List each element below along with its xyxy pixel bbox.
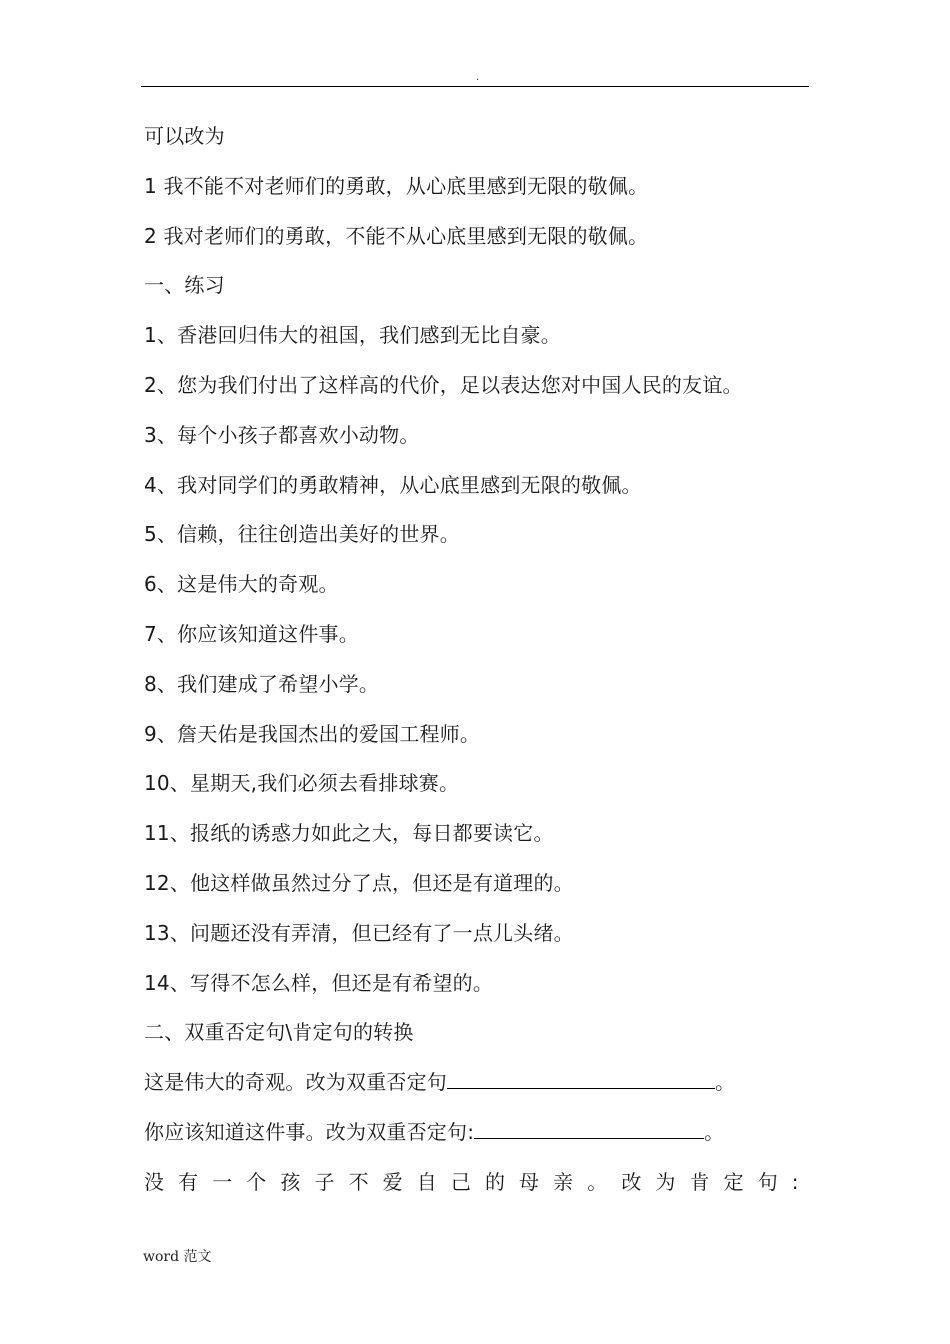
exercise-item: 2、您为我们付出了这样高的代价，足以表达您对中国人民的友谊。 — [144, 372, 743, 397]
exercise-item: 8、我们建成了希望小学。 — [144, 671, 380, 696]
exercise-item: 9、詹天佑是我国杰出的爱国工程师。 — [144, 721, 481, 746]
question-char: 没 — [144, 1169, 165, 1194]
exercise-item: 5、信赖，往往创造出美好的世界。 — [144, 522, 460, 547]
conversion-question-2 — [144, 1114, 809, 1164]
question-char: 己 — [450, 1169, 472, 1194]
text-line: 1 我不能不对老师们的勇敢，从心底里感到无限的敬佩。 — [144, 173, 649, 198]
document-body — [144, 118, 809, 1214]
question-char: 的 — [484, 1169, 506, 1194]
question-char: 亲 — [553, 1169, 574, 1194]
question-char: 孩 — [280, 1169, 301, 1194]
conversion-question-3 — [144, 1164, 799, 1214]
exercise-item: 6、这是伟大的奇观。 — [144, 572, 339, 597]
conversion-question-1 — [144, 1064, 809, 1114]
exercise-item: 12、他这样做虽然过分了点，但还是有道理的。 — [144, 870, 574, 895]
question-char: 自 — [416, 1169, 437, 1194]
footer-label: word 范文 — [143, 1249, 212, 1265]
question-char: 句 — [757, 1169, 778, 1194]
exercise-item: 7、你应该知道这件事。 — [144, 621, 359, 646]
question-char: 有 — [178, 1169, 199, 1194]
header-rule — [141, 86, 809, 87]
question-char: 子 — [314, 1169, 335, 1194]
exercise-item: 14、写得不怎么样，但还是有希望的。 — [144, 970, 494, 995]
exercise-item: 1、香港回归伟大的祖国，我们感到无比自豪。 — [144, 323, 561, 348]
question-char: 母 — [519, 1169, 540, 1194]
question-char: 为 — [655, 1169, 676, 1194]
question-end: 。 — [704, 1119, 725, 1144]
question-text: 你应该知道这件事。改为双重否定句: — [144, 1119, 475, 1144]
question-char: 肯 — [689, 1169, 710, 1194]
question-char: 定 — [723, 1169, 744, 1194]
text-line: 可以改为 — [144, 124, 225, 148]
text-line: 2 我对老师们的勇敢，不能不从心底里感到无限的敬佩。 — [144, 223, 649, 248]
question-char: 一 — [212, 1169, 233, 1194]
answer-blank[interactable] — [447, 1066, 715, 1089]
exercise-item: 4、我对同学们的勇敢精神，从心底里感到无限的敬佩。 — [144, 472, 642, 497]
exercise-item: 10、星期天,我们必须去看排球赛。 — [144, 771, 460, 796]
section-heading: 二、双重否定句\肯定句的转换 — [144, 1020, 414, 1045]
header-dot: . — [476, 72, 480, 83]
exercise-item: 11、报纸的诱惑力如此之大，每日都要读它。 — [144, 821, 554, 846]
question-char: 。 — [587, 1169, 608, 1194]
question-char: 改 — [621, 1169, 642, 1194]
question-char: 爱 — [382, 1169, 403, 1194]
question-char: : — [791, 1169, 799, 1194]
question-end: 。 — [715, 1070, 736, 1095]
question-text: 这是伟大的奇观。改为双重否定句 — [144, 1070, 447, 1095]
question-char: 个 — [246, 1169, 267, 1194]
answer-blank[interactable] — [474, 1116, 704, 1139]
question-char: 不 — [348, 1169, 369, 1194]
section-heading: 一、练习 — [144, 273, 225, 298]
exercise-item: 3、每个小孩子都喜欢小动物。 — [144, 422, 420, 447]
exercise-item: 13、问题还没有弄清，但已经有了一点儿头绪。 — [144, 920, 574, 945]
